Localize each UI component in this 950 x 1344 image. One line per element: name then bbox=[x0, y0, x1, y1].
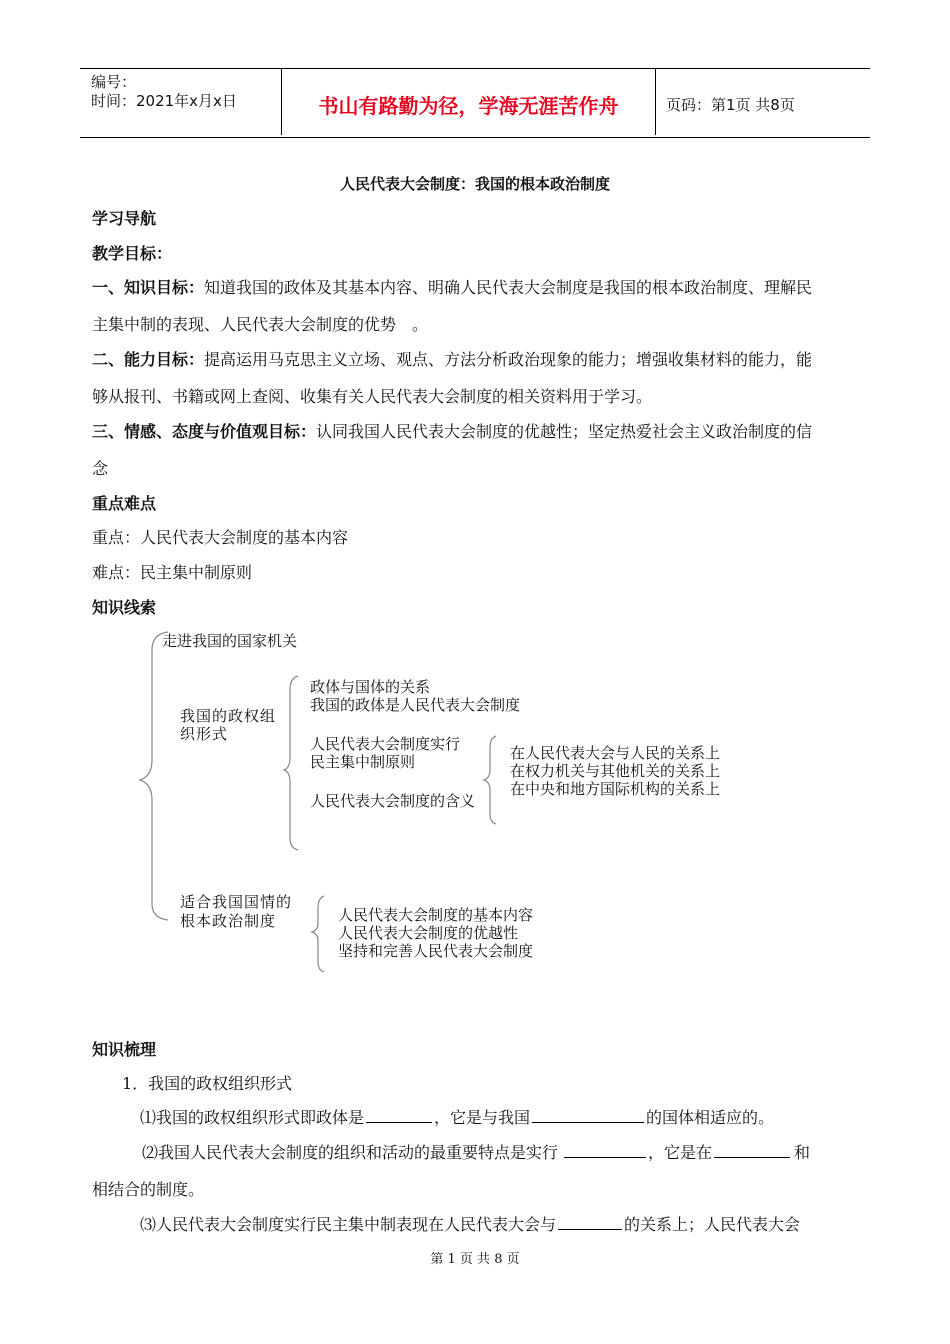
b1-item4: 民主集中制原则 bbox=[310, 753, 416, 771]
sub-brace bbox=[484, 736, 496, 824]
nav-heading: 学习导航 bbox=[92, 209, 157, 228]
b1-item2: 我国的政体是人民代表大会制度 bbox=[310, 696, 521, 714]
b2-item3: 坚持和完善人民代表大会制度 bbox=[338, 942, 534, 960]
question2-cont: 相结合的制度。 bbox=[92, 1180, 205, 1199]
q2-part-c: 和 bbox=[794, 1143, 811, 1162]
ability-goal-text: 提高运用马克思主义立场、观点、方法分析政治现象的能力；增强收集材料的能力，能 bbox=[204, 350, 813, 369]
motto: 书山有路勤为径，学海无涯苦作舟 bbox=[318, 94, 619, 118]
branch1-brace bbox=[284, 676, 298, 850]
emotion-goal-line2: 念 bbox=[92, 459, 109, 478]
goals-heading: 教学目标： bbox=[92, 244, 173, 263]
keypoints-heading: 重点难点 bbox=[92, 494, 157, 513]
ability-goal-label: 二、能力目标： bbox=[92, 350, 205, 369]
q3-part-a: ⑶人民代表大会制度实行民主集中制表现在人民代表大会与 bbox=[140, 1215, 557, 1234]
q1-blank1[interactable] bbox=[366, 1121, 432, 1123]
main-brace bbox=[140, 632, 168, 920]
q2-blank1[interactable] bbox=[564, 1156, 646, 1158]
branch1-line2: 织形式 bbox=[180, 725, 229, 743]
q1-blank2[interactable] bbox=[532, 1121, 644, 1123]
document-title: 人民代表大会制度：我国的根本政治制度 bbox=[339, 175, 610, 193]
review-item1: 1．我国的政权组织形式 bbox=[122, 1074, 293, 1093]
clue-root: 走进我国的国家机关 bbox=[162, 632, 298, 650]
date-label: 时间：2021年x月x日 bbox=[91, 92, 237, 110]
b2-item2: 人民代表大会制度的优越性 bbox=[338, 924, 519, 942]
q3-part-b: 的关系上；人民代表大会 bbox=[624, 1215, 801, 1234]
q1-part-a: ⑴我国的政权组织形式即政体是 bbox=[140, 1108, 365, 1127]
difficulty: 难点：民主集中制原则 bbox=[92, 563, 253, 582]
q3-blank1[interactable] bbox=[558, 1228, 622, 1230]
emotion-goal-text: 认同我国人民代表大会制度的优越性；坚定热爱社会主义政治制度的信 bbox=[316, 422, 813, 441]
serial-label: 编号： bbox=[91, 73, 137, 91]
branch2-line2: 根本政治制度 bbox=[180, 912, 277, 930]
branch1-line1: 我国的政权组 bbox=[180, 707, 277, 725]
b2-item1: 人民代表大会制度的基本内容 bbox=[338, 906, 534, 924]
q2-part-a: ⑵我国人民代表大会制度的组织和活动的最重要特点是实行 bbox=[142, 1143, 559, 1162]
question1 bbox=[140, 1105, 774, 1128]
question3 bbox=[140, 1212, 800, 1235]
branch2-brace bbox=[312, 896, 324, 972]
emotion-goal-label: 三、情感、态度与价值观目标： bbox=[92, 422, 317, 441]
sub-item1: 在人民代表大会与人民的关系上 bbox=[510, 744, 721, 762]
b1-item5: 人民代表大会制度的含义 bbox=[310, 792, 476, 810]
knowledge-goal-text: 知道我国的政体及其基本内容、明确人民代表大会制度是我国的根本政治制度、理解民 bbox=[204, 278, 813, 297]
q2-part-b: ，它是在 bbox=[648, 1143, 713, 1162]
b1-item1: 政体与国体的关系 bbox=[310, 678, 431, 696]
sub-item3: 在中央和地方国际机构的关系上 bbox=[510, 780, 721, 798]
review-heading: 知识梳理 bbox=[92, 1040, 157, 1059]
sub-item2: 在权力机关与其他机关的关系上 bbox=[510, 762, 721, 780]
page-footer: 第 1 页 共 8 页 bbox=[430, 1252, 520, 1267]
page-code: 页码：第1页 共8页 bbox=[666, 96, 795, 114]
clue-heading: 知识线索 bbox=[92, 598, 157, 617]
b1-item3: 人民代表大会制度实行 bbox=[310, 735, 461, 753]
ability-goal-line2: 够从报刊、书籍或网上查阅、收集有关人民代表大会制度的相关资料用于学习。 bbox=[92, 387, 653, 406]
knowledge-goal-label: 一、知识目标： bbox=[92, 278, 205, 297]
question2 bbox=[142, 1140, 810, 1163]
knowledge-goal-line2: 主集中制的表现、人民代表大会制度的优势 。 bbox=[92, 315, 429, 334]
q1-part-c: 的国体相适应的。 bbox=[646, 1108, 775, 1127]
q2-blank2[interactable] bbox=[714, 1156, 790, 1158]
branch2-line1: 适合我国国情的 bbox=[180, 893, 293, 911]
keypoint: 重点：人民代表大会制度的基本内容 bbox=[92, 528, 349, 547]
q1-part-b: ，它是与我国 bbox=[434, 1108, 531, 1127]
